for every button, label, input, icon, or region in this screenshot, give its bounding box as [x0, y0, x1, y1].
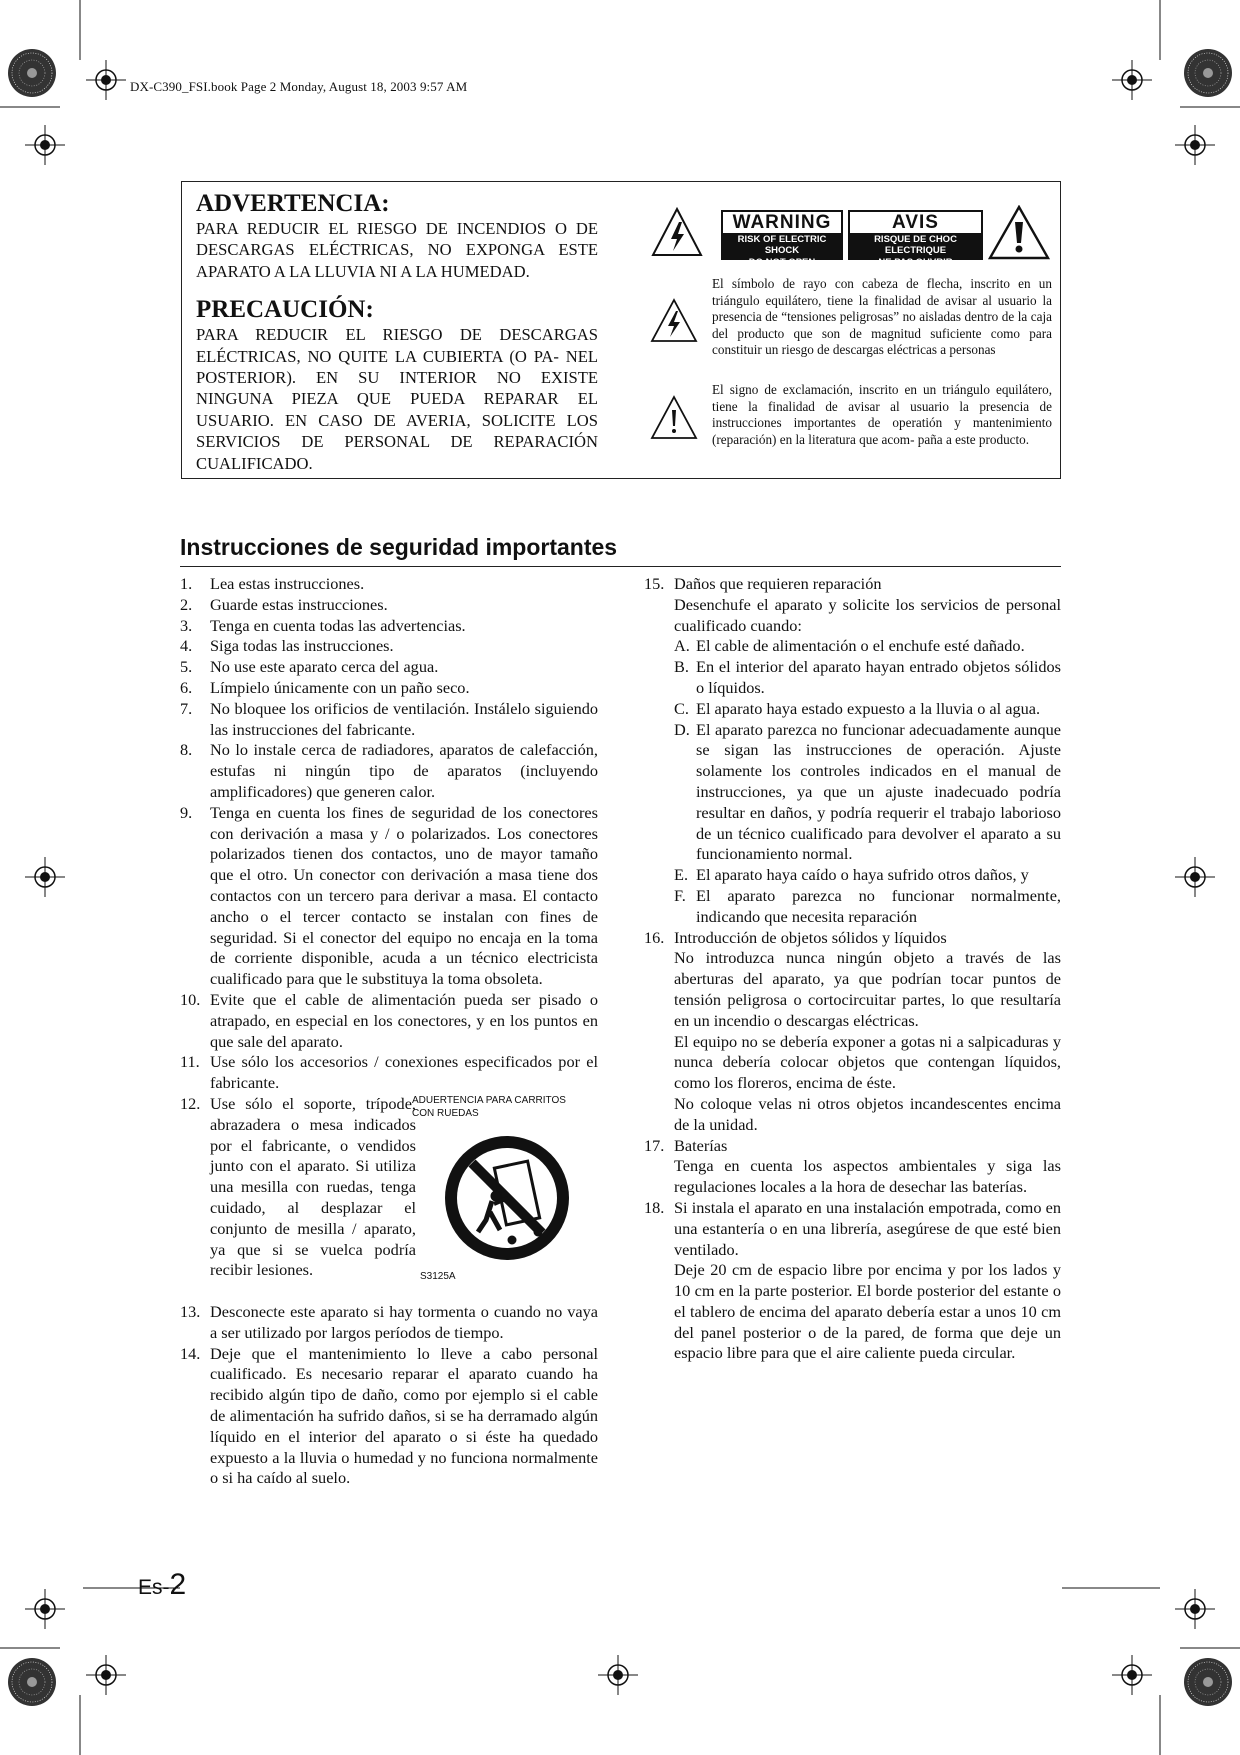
list-item: [180, 740, 598, 802]
registration-mark-bottom-right-rosette: [1184, 1658, 1232, 1706]
list-item-text: No use este aparato cerca del agua.: [210, 657, 439, 677]
sub-item: [674, 886, 1061, 928]
cart-caption-1: ADUERTENCIA PARA CARRITOS: [412, 1094, 566, 1106]
warning-label-sub1: RISK OF ELECTRIC SHOCK: [737, 234, 827, 256]
sub-item: [674, 699, 1061, 720]
list-item-16: 16. Introducción de objetos sólidos y líquidos No introduzca nunca ningún objeto a través de las aberturas del aparato, ya que podrían tocar puntos de tensión peligrosa o cortocircuitar partes, lo que resultaría en un incendio o descargas eléctricas. El equipo no se debería exponer a gotas ni a salpicaduras y nunca debería colocar objetos que contengan líquidos, como los floreros, encima de éste. No coloque velas ni otros objetos incandescentes encima de la unidad.: [644, 927, 1061, 1134]
crosshair-mark: [1175, 857, 1215, 897]
list-item-number: 4.: [180, 636, 193, 656]
list-item-text: No bloquee los orificios de ventilación. Instálelo siguiendo las instrucciones del fabricante.: [210, 698, 598, 739]
crosshair-mark: [25, 1589, 65, 1629]
page-number-value: 2: [169, 1568, 187, 1601]
sub-item-text: El aparato haya caído o haya sufrido otros daños, y: [696, 865, 1029, 885]
sub-item-text: El cable de alimentación o el enchufe esté dañado.: [696, 636, 1025, 656]
list-item-text: Evite que el cable de alimentación pueda ser pisado o atrapado, en especial en los conectores, y en los puntos en que sale del aparato.: [210, 989, 598, 1051]
advertencia-text: PARA REDUCIR EL RIESGO DE INCENDIOS O DE DESCARGAS ELÉCTRICAS, NO EXPONGA ESTE APARATO A LA LLUVIA NI A LA HUMEDAD.: [196, 219, 598, 281]
page-slug: DX-C390_FSI.book Page 2 Monday, August 18, 2003 9:57 AM: [130, 79, 468, 94]
sub-item-text: En el interior del aparato hayan entrado objetos sólidos o líquidos.: [696, 657, 1061, 697]
list-item-number: 6.: [180, 677, 193, 697]
list-item-text: Siga todas las instrucciones.: [210, 636, 394, 656]
list-item: [180, 699, 598, 741]
lightning-triangle-icon: [651, 207, 703, 259]
list-item-text: Guarde estas instrucciones.: [210, 594, 388, 614]
list-item-number: 11.: [180, 1052, 200, 1072]
list-item-text: Desconecte este aparato si hay tormenta o cuando no vaya a ser utilizado por largos períodos de tiempo.: [210, 1301, 598, 1342]
lightning-description: El símbolo de rayo con cabeza de flecha, inscrito en un triángulo equilátero, tiene la finalidad de avisar al usuario la presencia de “tensiones peligrosas” no aisladas dentro de la caja del producto que son de magnitud suficiente como para constituir un riesgo de descargas eléctricas a personas: [712, 276, 1052, 358]
registration-mark-top-right-rosette: [1184, 49, 1232, 97]
list-item-text: Use sólo los accesorios / conexiones especificados por el fabricante.: [210, 1052, 598, 1093]
list-item: [180, 1052, 598, 1094]
list-item-number: 9.: [180, 802, 193, 822]
list-item-number: 1.: [180, 574, 193, 593]
crosshair-mark: [1112, 60, 1152, 100]
item-17-head: Baterías: [674, 1135, 728, 1155]
instructions-left-column: [180, 574, 598, 1489]
sub-item-letter: A.: [674, 636, 690, 656]
item-16-p3: No coloque velas ni otros objetos incandescentes encima de la unidad.: [674, 1093, 1061, 1134]
crosshair-mark: [1175, 1589, 1215, 1629]
instructions-right-column: [644, 574, 1061, 1364]
avis-label: [848, 210, 983, 268]
avis-label-title: AVIS: [850, 212, 981, 233]
warning-label-sub2: DO NOT OPEN: [748, 257, 816, 268]
crosshair-mark: [25, 125, 65, 165]
list-item: [180, 657, 598, 678]
sub-item: [674, 720, 1061, 866]
sub-item-letter: C.: [674, 698, 689, 718]
crosshair-mark: [86, 1655, 126, 1695]
page-number: [138, 1568, 186, 1602]
list-item-text: Tenga en cuenta los fines de seguridad de los conectores con derivación a masa y / o polarizados. Los conectores polarizados tienen dos contactos, uno de mayor tamaño que el otro. Un conector con derivación a masa tiene dos contactos con un tercero para derivar a masa. El contacto ancho o el tercer contacto se instalan con fines de seguridad. Si el conector del equipo no encaja en la toma de corriente disponible, acuda a un técnico electricista cualificado para que le substituya la toma obsoleta.: [210, 802, 598, 989]
list-item-18: 18. Si instala el aparato en una instalación empotrada, como en una estantería o en una librería, asegúrese de que esté bien ventilado. Deje 20 cm de espacio libre por encima y por los lados y 10 cm en la parte posterior. El borde posterior del estante o el tablero de encima del aparato debería estar a unos 10 cm del panel posterior o de la pared, de forma que deje un espacio libre para que el aire caliente pueda circular.: [644, 1197, 1061, 1363]
item-15-head: Daños que requieren reparación: [674, 574, 882, 593]
list-item-number: 2.: [180, 594, 193, 614]
item-12-text: Use sólo el soporte, trípode, abrazadera o mesa indicados por el fabricante, o vendidos junto con el aparato. Si utiliza una mesilla con ruedas, tenga cuidado, al desplazar el conjunto de mesilla / aparato, ya que si se vuelca podría recibir lesiones.: [210, 1093, 416, 1280]
avis-label-sub1: RISQUE DE CHOC ELECTRIQUE: [874, 234, 957, 256]
cart-caption-2: CON RUEDAS: [412, 1107, 479, 1119]
list-item: [180, 616, 598, 637]
list-item: [180, 803, 598, 990]
list-item: 12. Use sólo el soporte, trípode, abrazadera o mesa indicados por el fabricante, o vendidos junto con el aparato. Si utiliza una mesilla con ruedas, tenga cuidado, al desplazar el conjunto de mesilla / aparato, ya que si se vuelca podría recibir lesiones. ADUERTENCIA PARA CARRITOS CON RUEDAS S3125A: [180, 1094, 598, 1302]
list-item: [180, 1344, 598, 1490]
list-item-17: 17. Baterías Tenga en cuenta los aspectos ambientales y siga las regulaciones locales a la hora de desechar las baterías.: [644, 1135, 1061, 1197]
item-18-head: Si instala el aparato en una instalación empotrada, como en una estantería o en una librería, asegúrese de que esté bien ventilado.: [674, 1197, 1061, 1259]
list-item-text: Tenga en cuenta todas las advertencias.: [210, 615, 466, 635]
list-item-text: Lea estas instrucciones.: [210, 574, 365, 593]
exclamation-symbol-icon: [650, 395, 698, 441]
crosshair-mark: [598, 1655, 638, 1695]
list-item: [180, 990, 598, 1052]
item-17-p1: Tenga en cuenta los aspectos ambientales y siga las regulaciones locales a la hora de desechar las baterías.: [674, 1156, 1061, 1197]
precaucion-text: PARA REDUCIR EL RIESGO DE DESCARGAS ELÉCTRICAS, NO QUITE LA CUBIERTA (O PA- NEL POSTERIOR). EN SU INTERIOR NO EXISTE NINGUNA PIEZA QUE PUEDA REPARAR EL USUARIO. EN CASO DE AVERIA, SOLICITE LOS SERVICIOS DE PERSONAL DE REPARACIÓN CUALIFICADO.: [196, 325, 598, 473]
advertencia-title: ADVERTENCIA:: [196, 190, 390, 217]
list-item-number: 13.: [180, 1301, 201, 1321]
avis-label-sub2: NE PAS OUVRIR: [878, 257, 953, 268]
list-item-number: 5.: [180, 657, 193, 677]
sub-item-letter: F.: [674, 885, 686, 905]
exclamation-description: El signo de exclamación, inscrito en un triángulo equilátero, tiene la finalidad de avisar al usuario la presencia de instrucciones importantes de operatión y mantenimiento (reparación) en la literatura que acom- paña a este producto.: [712, 382, 1052, 447]
list-item: [180, 574, 598, 595]
registration-mark-bottom-left-rosette: [8, 1658, 56, 1706]
sub-item-text: El aparato parezca no funcionar normalmente, indicando que necesita reparación: [696, 885, 1061, 926]
sub-item-text: El aparato haya estado expuesto a la lluvia o al agua.: [696, 698, 1041, 718]
list-item-text: No lo instale cerca de radiadores, aparatos de calefacción, estufas ni ningún tipo de aparatos (incluyendo amplificadores) que generen calor.: [210, 740, 598, 801]
item-16-p1: No introduzca nunca ningún objeto a través de las aberturas del aparato, ya que podrían tocar puntos de tensión peligrosa o cortocircuitar partes, lo que resultaría en un incendio o descargas eléctricas.: [674, 948, 1061, 1030]
list-item-number: 8.: [180, 740, 193, 760]
page-number-prefix: Es-: [138, 1576, 170, 1599]
section-rule: [180, 566, 1061, 567]
list-item-15: 15. Daños que requieren reparación Desenchufe el aparato y solicite los servicios de personal cualificado cuando: A. El cable de alimentación o el enchufe esté dañado. B. En el interior del aparato hayan entrado objetos sólidos o líquidos. C. El aparato haya estado expuesto a la lluvia o al agua. D. El aparato parezca no funcionar adecuadamente aunque se sigan las instrucciones de operación. Ajuste solamente los controles indicados en el manual de instrucciones, ya que un ajuste inadecuado podría resultar en daños, y podría requerir el trabajo laborioso de un técnico cualificado para devolver el aparato a su funcionamiento normal. E. El aparato haya caído o haya sufrido otros daños, y F. El aparato parezca no funcionar normalmente, indicando que necesita reparación: [644, 574, 1061, 926]
tip-over-cart-icon: [412, 1120, 602, 1270]
sub-item: [674, 636, 1061, 657]
sub-item-letter: B.: [674, 657, 689, 677]
item-16-head: Introducción de objetos sólidos y líquidos: [674, 927, 947, 947]
list-item: [180, 595, 598, 616]
crosshair-mark: [86, 60, 126, 100]
crosshair-mark: [1112, 1655, 1152, 1695]
sub-item: [674, 657, 1061, 699]
warning-label: [721, 210, 843, 268]
sub-item-letter: E.: [674, 865, 689, 885]
list-item-text: Límpielo únicamente con un paño seco.: [210, 677, 470, 697]
registration-mark-top-left-rosette: [8, 49, 56, 97]
exclamation-triangle-icon: [988, 205, 1050, 261]
sub-item-letter: D.: [674, 719, 690, 739]
precaucion-title: PRECAUCIÓN:: [196, 296, 374, 324]
lightning-symbol-icon: [650, 298, 698, 344]
sub-item-text: El aparato parezca no funcionar adecuadamente aunque se sigan las instrucciones de operación. Ajuste solamente los controles indicados en el manual de instrucciones, ya que un ajuste inadecuado podría resultar en daños, y podría requerir el trabajo laborioso de un técnico cualificado para devolver el aparato a su funcionamiento normal.: [696, 719, 1061, 864]
sub-item: [674, 865, 1061, 886]
list-item: [180, 1302, 598, 1344]
crosshair-mark: [25, 857, 65, 897]
cart-code: S3125A: [420, 1270, 456, 1282]
list-item-number: 3.: [180, 615, 193, 635]
cart-warning-figure: [412, 1094, 602, 1283]
item-16-p2: El equipo no se debería exponer a gotas ni a salpicaduras y nunca debería colocar objetos que contengan líquidos, como los floreros, encima de éste.: [674, 1031, 1061, 1093]
item-15-intro: Desenchufe el aparato y solicite los servicios de personal cualificado cuando:: [674, 594, 1061, 635]
list-item-text: Deje que el mantenimiento lo lleve a cabo personal cualificado. Es necesario reparar el aparato cuando ha recibido algún tipo de daño, como por ejemplo si el cable de alimentación ha sufrido daños, si se ha derramado algún líquido en el interior del aparato o si éste ha quedado expuesto a la lluvia o humedad y no funciona normalmente o si ha caído al suelo.: [210, 1343, 598, 1488]
crosshair-mark: [1175, 125, 1215, 165]
list-item-number: 7.: [180, 698, 193, 718]
section-title: Instrucciones de seguridad importantes: [180, 534, 618, 560]
list-item-number: 10.: [180, 989, 201, 1009]
list-item: [180, 636, 598, 657]
warning-label-title: WARNING: [723, 212, 841, 233]
warning-left-column: [196, 190, 598, 474]
list-item-number: 14.: [180, 1343, 201, 1363]
item-18-p1: Deje 20 cm de espacio libre por encima y por los lados y 10 cm en la parte posterior. El borde posterior del estante o el tablero de encima del aparato debería estar a unos 10 cm del panel posterior o de la pared, de forma que deje un espacio libre para que el aire caliente pueda circular.: [674, 1260, 1061, 1363]
list-item: [180, 678, 598, 699]
